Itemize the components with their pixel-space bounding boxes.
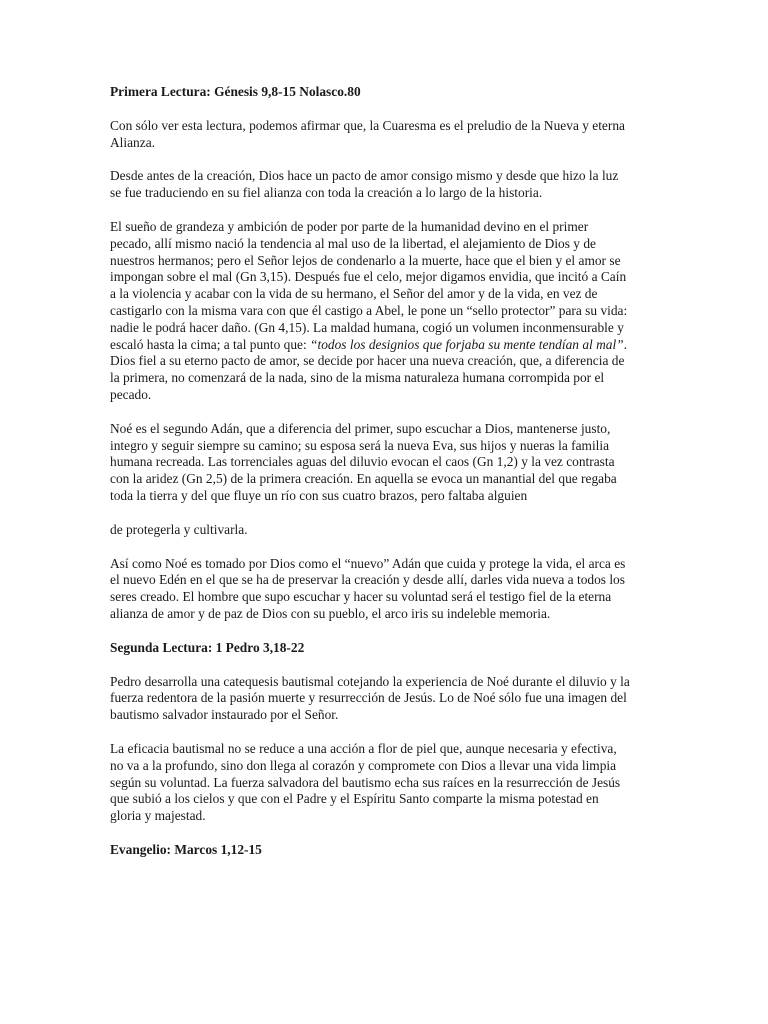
paragraph-eficacia: La eficacia bautismal no se reduce a una acción a flor de piel que, aunque necesaria y efectiva, no va a la profundo, sino don llega al corazón y compromete con Dios a llevar una vida limpia según su voluntad. La fuerza salvadora del bautismo echa sus raíces en la resurrección de Jesús que subió a los cielos y que con el Padre y el Espíritu Santo comparte la misma potestad en gloria y majestad. [110,740,621,824]
paragraph-arca: Así como Noé es tomado por Dios como el “nuevo” Adán que cuida y protege la vida, el arca es el nuevo Edén en el que se ha de preservar la creación y desde allí, darles vida nueva a todos los seres creado. El hombre que supo escuchar y hacer su voluntad será el testigo fiel de la eterna alianza de amor y de paz de Dios con su pueblo, el arco iris su indeleble memoria. [110,555,626,621]
paragraph-cuaresma: Con sólo ver esta lectura, podemos afirmar que, la Cuaresma es el preludio de la Nueva y eterna Alianza. [110,117,625,150]
document-page [110,84,630,876]
paragraph-catequesis: Pedro desarrolla una catequesis bautismal cotejando la experiencia de Noé durante el diluvio y la fuerza redentora de la pasión muerte y resurrección de Jesús. Lo de Noé sólo fue una imagen del bautismo salvador instaurado por el Señor. [110,673,630,723]
paragraph-pecado-text-1: El sueño de grandeza y ambición de poder por parte de la humanidad devino en el primer pecado, allí mismo nació la tendencia al mal uso de la libertad, el alejamiento de Dios y de nuestros hermanos; pero el Señor lejos de condenarlo a la muerte, hace que el bien y el amor se impongan sobre el mal (Gn 3,15). Después fue el celo, mejor digamos envidia, que incitó a Caín a la violencia y acabar con la vida de su hermano, el Señor del amor y de la vida, en vez de castigarlo con la misma vara con que él castigo a Abel, le pone un “sello protector” para su vida: nadie le podrá hacer daño. (Gn 4,15). La maldad humana, cogió un volumen inconmensurable y escaló hasta la cima; a tal punto que: [110,218,628,352]
paragraph-proteger: de protegerla y cultivarla. [110,521,248,537]
paragraph-pecado [110,219,630,404]
paragraph-noe: Noé es el segundo Adán, que a diferencia del primer, supo escuchar a Dios, mantenerse justo, integro y seguir siempre su camino; su esposa será la nueva Eva, sus hijos y nueras la familia humana recreada. Las torrenciales aguas del diluvio evocan el caos (Gn 1,2) y la vez contrasta con la aridez (Gn 2,5) de la primera creación. En aquella se evoca un manantial del que regaba toda la tierra y del que fluye un río con sus cuatro brazos, pero faltaba alguien [110,420,617,503]
heading-segunda-lectura: Segunda Lectura: 1 Pedro 3,18-22 [110,639,305,655]
paragraph-creacion: Desde antes de la creación, Dios hace un pacto de amor consigo mismo y desde que hizo la luz se fue traduciendo en su fiel alianza con toda la creación a lo largo de la historia. [110,168,619,201]
heading-evangelio: Evangelio: Marcos 1,12-15 [110,841,262,857]
paragraph-pecado-quote: “todos los designios que forjaba su mente tendían al mal” [310,336,624,352]
heading-primera-lectura: Primera Lectura: Génesis 9,8-15 Nolasco.80 [110,84,361,99]
paragraph-pecado-text-2: . Dios fiel a su eterno pacto de amor, se decide por hacer una nueva creación, que, a diferencia de la primera, no comenzará de la nada, sino de la misma naturaleza humana corrompida por el pecado. [110,336,627,402]
